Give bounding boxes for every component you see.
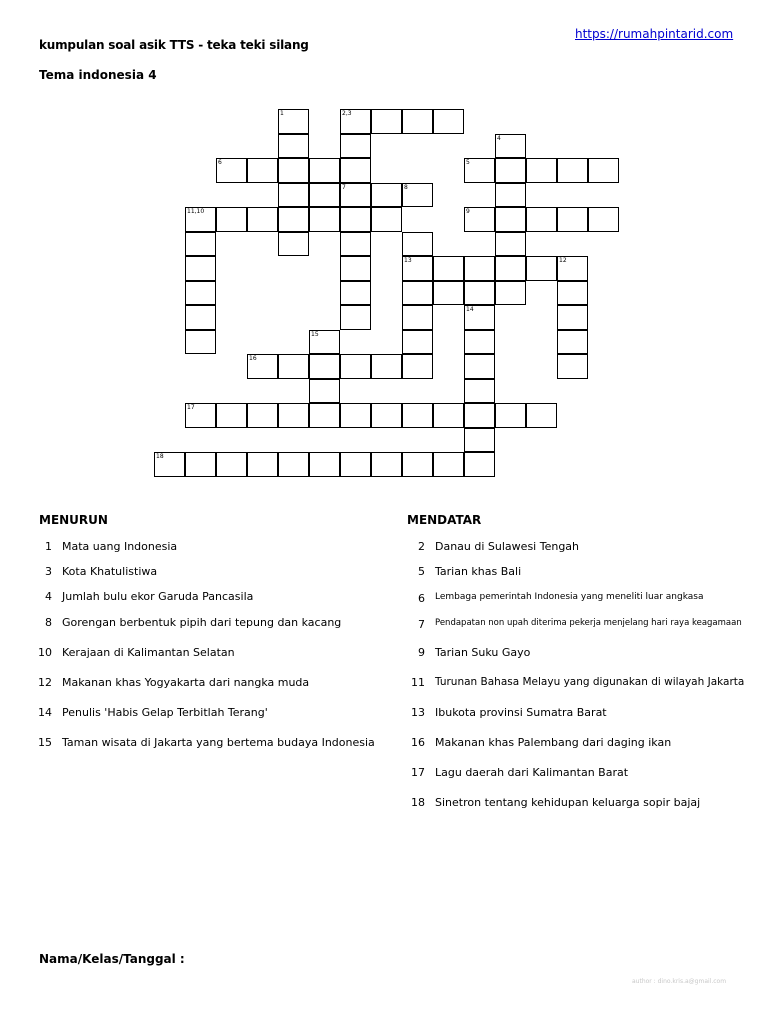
crossword-cell[interactable] bbox=[433, 109, 464, 134]
crossword-cell[interactable] bbox=[371, 403, 402, 428]
crossword-cell[interactable] bbox=[216, 207, 247, 232]
cell-clue-number: 1 bbox=[280, 110, 284, 117]
crossword-cell[interactable] bbox=[247, 158, 278, 183]
clue-text: Ibukota provinsi Sumatra Barat bbox=[435, 706, 607, 719]
crossword-cell[interactable] bbox=[340, 158, 371, 183]
crossword-cell[interactable] bbox=[278, 354, 309, 379]
crossword-cell[interactable] bbox=[371, 452, 402, 477]
clue-number: 16 bbox=[411, 736, 425, 749]
cell-clue-number: 16 bbox=[249, 355, 257, 362]
crossword-cell[interactable] bbox=[278, 134, 309, 159]
clue-number: 13 bbox=[411, 706, 425, 719]
crossword-cell[interactable] bbox=[464, 207, 495, 232]
crossword-cell[interactable] bbox=[433, 403, 464, 428]
crossword-cell[interactable] bbox=[464, 256, 495, 281]
clue-number: 10 bbox=[38, 646, 52, 659]
crossword-cell[interactable] bbox=[464, 281, 495, 306]
crossword-cell[interactable] bbox=[557, 281, 588, 306]
crossword-cell[interactable] bbox=[340, 109, 371, 134]
clue-number: 6 bbox=[418, 592, 425, 605]
cell-clue-number: 17 bbox=[187, 404, 195, 411]
crossword-cell[interactable] bbox=[340, 134, 371, 159]
clue-down-3 bbox=[45, 565, 158, 578]
clue-text: Makanan khas Palembang dari daging ikan bbox=[435, 736, 672, 749]
clue-across-18 bbox=[411, 796, 701, 809]
clue-across-6 bbox=[418, 592, 704, 605]
cell-clue-number: 7 bbox=[342, 183, 346, 191]
clue-across-13 bbox=[411, 706, 607, 719]
crossword-cell[interactable] bbox=[433, 452, 464, 477]
crossword-cell[interactable] bbox=[309, 452, 340, 477]
author-credit: author : dino.kris.a@gmail.com bbox=[632, 978, 727, 985]
crossword-cell[interactable] bbox=[402, 354, 433, 379]
crossword-cell[interactable] bbox=[495, 281, 526, 306]
crossword-cell[interactable] bbox=[185, 207, 216, 232]
clue-text: Jumlah bulu ekor Garuda Pancasila bbox=[62, 590, 254, 603]
crossword-cell[interactable] bbox=[526, 403, 557, 428]
worksheet-theme: Tema indonesia 4 bbox=[39, 68, 157, 82]
crossword-cell[interactable] bbox=[464, 403, 495, 428]
clue-text: Turunan Bahasa Melayu yang digunakan di wilayah Jakarta bbox=[435, 676, 745, 688]
crossword-cell[interactable] bbox=[402, 452, 433, 477]
crossword-cell[interactable] bbox=[216, 158, 247, 183]
crossword-cell[interactable] bbox=[340, 305, 371, 330]
crossword-cell[interactable] bbox=[278, 158, 309, 183]
crossword-cell[interactable] bbox=[340, 256, 371, 281]
crossword-cell[interactable] bbox=[402, 183, 433, 208]
crossword-cell[interactable] bbox=[340, 183, 371, 208]
crossword-cell[interactable] bbox=[247, 403, 278, 428]
crossword-cell[interactable] bbox=[185, 232, 216, 257]
crossword-cell[interactable] bbox=[216, 403, 247, 428]
crossword-cell[interactable] bbox=[278, 183, 309, 208]
crossword-cell[interactable] bbox=[588, 158, 619, 183]
crossword-cell[interactable] bbox=[464, 428, 495, 453]
clue-text: Danau di Sulawesi Tengah bbox=[435, 540, 580, 553]
crossword-cell[interactable] bbox=[464, 330, 495, 355]
crossword-cell[interactable] bbox=[278, 232, 309, 257]
cell-clue-number: 12 bbox=[559, 257, 567, 264]
cell-clue-number: 2,3 bbox=[342, 110, 352, 117]
cell-clue-number: 18 bbox=[156, 453, 164, 460]
cell-clue-number: 14 bbox=[466, 306, 474, 313]
crossword-cell[interactable] bbox=[154, 452, 185, 477]
clue-text: Penulis 'Habis Gelap Terbitlah Terang' bbox=[62, 706, 268, 719]
crossword-cell[interactable] bbox=[185, 281, 216, 306]
clue-across-11 bbox=[411, 676, 745, 689]
crossword-cell[interactable] bbox=[495, 403, 526, 428]
clue-text: Tarian Suku Gayo bbox=[435, 646, 531, 659]
crossword-cell[interactable] bbox=[185, 403, 216, 428]
crossword-cell[interactable] bbox=[340, 354, 371, 379]
clue-text: Kota Khatulistiwa bbox=[62, 565, 158, 578]
menurun-heading: MENURUN bbox=[39, 513, 108, 527]
crossword-cell[interactable] bbox=[340, 207, 371, 232]
crossword-cell[interactable] bbox=[247, 452, 278, 477]
crossword-cell[interactable] bbox=[557, 256, 588, 281]
crossword-cell[interactable] bbox=[309, 183, 340, 208]
crossword-cell[interactable] bbox=[371, 354, 402, 379]
clue-across-16 bbox=[411, 736, 672, 749]
crossword-cell[interactable] bbox=[185, 452, 216, 477]
crossword-cell[interactable] bbox=[247, 207, 278, 232]
crossword-cell[interactable] bbox=[557, 305, 588, 330]
clue-number: 4 bbox=[45, 590, 52, 603]
crossword-cell[interactable] bbox=[526, 158, 557, 183]
crossword-cell[interactable] bbox=[216, 452, 247, 477]
crossword-cell[interactable] bbox=[557, 354, 588, 379]
crossword-cell[interactable] bbox=[464, 379, 495, 404]
clue-text: Taman wisata di Jakarta yang bertema budaya Indonesia bbox=[62, 736, 375, 749]
clue-number: 2 bbox=[418, 540, 425, 553]
crossword-cell[interactable] bbox=[557, 158, 588, 183]
clue-number: 12 bbox=[38, 676, 52, 689]
crossword-cell[interactable] bbox=[309, 330, 340, 355]
crossword-cell[interactable] bbox=[588, 207, 619, 232]
clue-across-17 bbox=[411, 766, 629, 779]
clue-across-7 bbox=[418, 618, 742, 631]
cell-clue-number: 11,10 bbox=[187, 208, 205, 215]
mendatar-heading: MENDATAR bbox=[407, 513, 482, 527]
clue-across-9 bbox=[418, 646, 531, 659]
worksheet-title: kumpulan soal asik TTS - teka teki silang bbox=[39, 38, 309, 52]
clue-down-1 bbox=[45, 540, 178, 553]
crossword-cell[interactable] bbox=[402, 109, 433, 134]
clue-number: 9 bbox=[418, 646, 425, 659]
crossword-cell[interactable] bbox=[495, 207, 526, 232]
crossword-cell[interactable] bbox=[278, 403, 309, 428]
clue-across-2 bbox=[418, 540, 580, 553]
clue-number: 1 bbox=[45, 540, 52, 553]
clue-text: Mata uang Indonesia bbox=[62, 540, 178, 553]
clue-text: Kerajaan di Kalimantan Selatan bbox=[62, 646, 235, 659]
crossword-cell[interactable] bbox=[247, 354, 278, 379]
clue-number: 11 bbox=[411, 676, 425, 689]
crossword-cell[interactable] bbox=[371, 183, 402, 208]
crossword-cell[interactable] bbox=[309, 379, 340, 404]
crossword-cell[interactable] bbox=[557, 330, 588, 355]
crossword-cell[interactable] bbox=[185, 256, 216, 281]
clue-down-14 bbox=[38, 706, 268, 719]
crossword-cell[interactable] bbox=[495, 134, 526, 159]
crossword-cell[interactable] bbox=[433, 281, 464, 306]
crossword-cell[interactable] bbox=[340, 232, 371, 257]
crossword-cell[interactable] bbox=[495, 256, 526, 281]
clue-down-12 bbox=[38, 676, 310, 689]
crossword-cell[interactable] bbox=[402, 403, 433, 428]
crossword-cell[interactable] bbox=[309, 354, 340, 379]
cell-clue-number: 4 bbox=[497, 134, 501, 142]
crossword-cell[interactable] bbox=[340, 281, 371, 306]
clue-text: Makanan khas Yogyakarta dari nangka muda bbox=[62, 676, 310, 689]
crossword-cell[interactable] bbox=[278, 207, 309, 232]
clue-number: 5 bbox=[418, 565, 425, 578]
crossword-cell[interactable] bbox=[340, 452, 371, 477]
cell-clue-number: 15 bbox=[311, 330, 319, 338]
crossword-grid bbox=[0, 0, 768, 490]
crossword-cell[interactable] bbox=[185, 330, 216, 355]
crossword-cell[interactable] bbox=[402, 232, 433, 257]
crossword-cell[interactable] bbox=[185, 305, 216, 330]
cell-clue-number: 6 bbox=[218, 159, 222, 166]
crossword-cell[interactable] bbox=[402, 256, 433, 281]
clue-number: 14 bbox=[38, 706, 52, 719]
crossword-cell[interactable] bbox=[278, 109, 309, 134]
source-link[interactable]: https://rumahpintarid.com bbox=[575, 27, 734, 41]
clue-number: 8 bbox=[45, 616, 52, 629]
clue-down-4 bbox=[45, 590, 254, 603]
cell-clue-number: 9 bbox=[466, 208, 470, 215]
crossword-cell[interactable] bbox=[433, 256, 464, 281]
clue-down-10 bbox=[38, 646, 235, 659]
cell-clue-number: 13 bbox=[404, 257, 412, 264]
cell-clue-number: 5 bbox=[466, 159, 470, 166]
crossword-cell[interactable] bbox=[495, 232, 526, 257]
cell-clue-number: 8 bbox=[404, 183, 408, 191]
clue-down-15 bbox=[38, 736, 375, 749]
crossword-cell[interactable] bbox=[371, 109, 402, 134]
clue-down-8 bbox=[45, 616, 342, 629]
crossword-cell[interactable] bbox=[309, 403, 340, 428]
clue-text: Gorengan berbentuk pipih dari tepung dan kacang bbox=[62, 616, 342, 629]
clue-number: 18 bbox=[411, 796, 425, 809]
crossword-cell[interactable] bbox=[371, 207, 402, 232]
crossword-cell[interactable] bbox=[495, 183, 526, 208]
crossword-cell[interactable] bbox=[464, 305, 495, 330]
clue-number: 17 bbox=[411, 766, 425, 779]
crossword-cell[interactable] bbox=[309, 207, 340, 232]
clue-text: Pendapatan non upah diterima pekerja menjelang hari raya keagamaan bbox=[435, 618, 742, 628]
crossword-cell[interactable] bbox=[526, 207, 557, 232]
crossword-cell[interactable] bbox=[464, 354, 495, 379]
clue-text: Lagu daerah dari Kalimantan Barat bbox=[435, 766, 629, 779]
clue-text: Lembaga pemerintah Indonesia yang meneliti luar angkasa bbox=[435, 592, 704, 602]
clue-number: 3 bbox=[45, 565, 52, 578]
crossword-cell[interactable] bbox=[495, 158, 526, 183]
clue-number: 7 bbox=[418, 618, 425, 631]
crossword-cell[interactable] bbox=[402, 281, 433, 306]
crossword-cell[interactable] bbox=[526, 256, 557, 281]
crossword-cell[interactable] bbox=[402, 305, 433, 330]
clue-across-5 bbox=[418, 565, 522, 578]
crossword-cell[interactable] bbox=[464, 158, 495, 183]
name-class-date-label: Nama/Kelas/Tanggal : bbox=[39, 952, 185, 966]
crossword-cell[interactable] bbox=[557, 207, 588, 232]
crossword-cell[interactable] bbox=[278, 452, 309, 477]
clue-text: Tarian khas Bali bbox=[435, 565, 522, 578]
clue-text: Sinetron tentang kehidupan keluarga sopir bajaj bbox=[435, 796, 701, 809]
crossword-cell[interactable] bbox=[309, 158, 340, 183]
crossword-cell[interactable] bbox=[340, 403, 371, 428]
crossword-cell[interactable] bbox=[464, 452, 495, 477]
crossword-cell[interactable] bbox=[402, 330, 433, 355]
clue-number: 15 bbox=[38, 736, 52, 749]
